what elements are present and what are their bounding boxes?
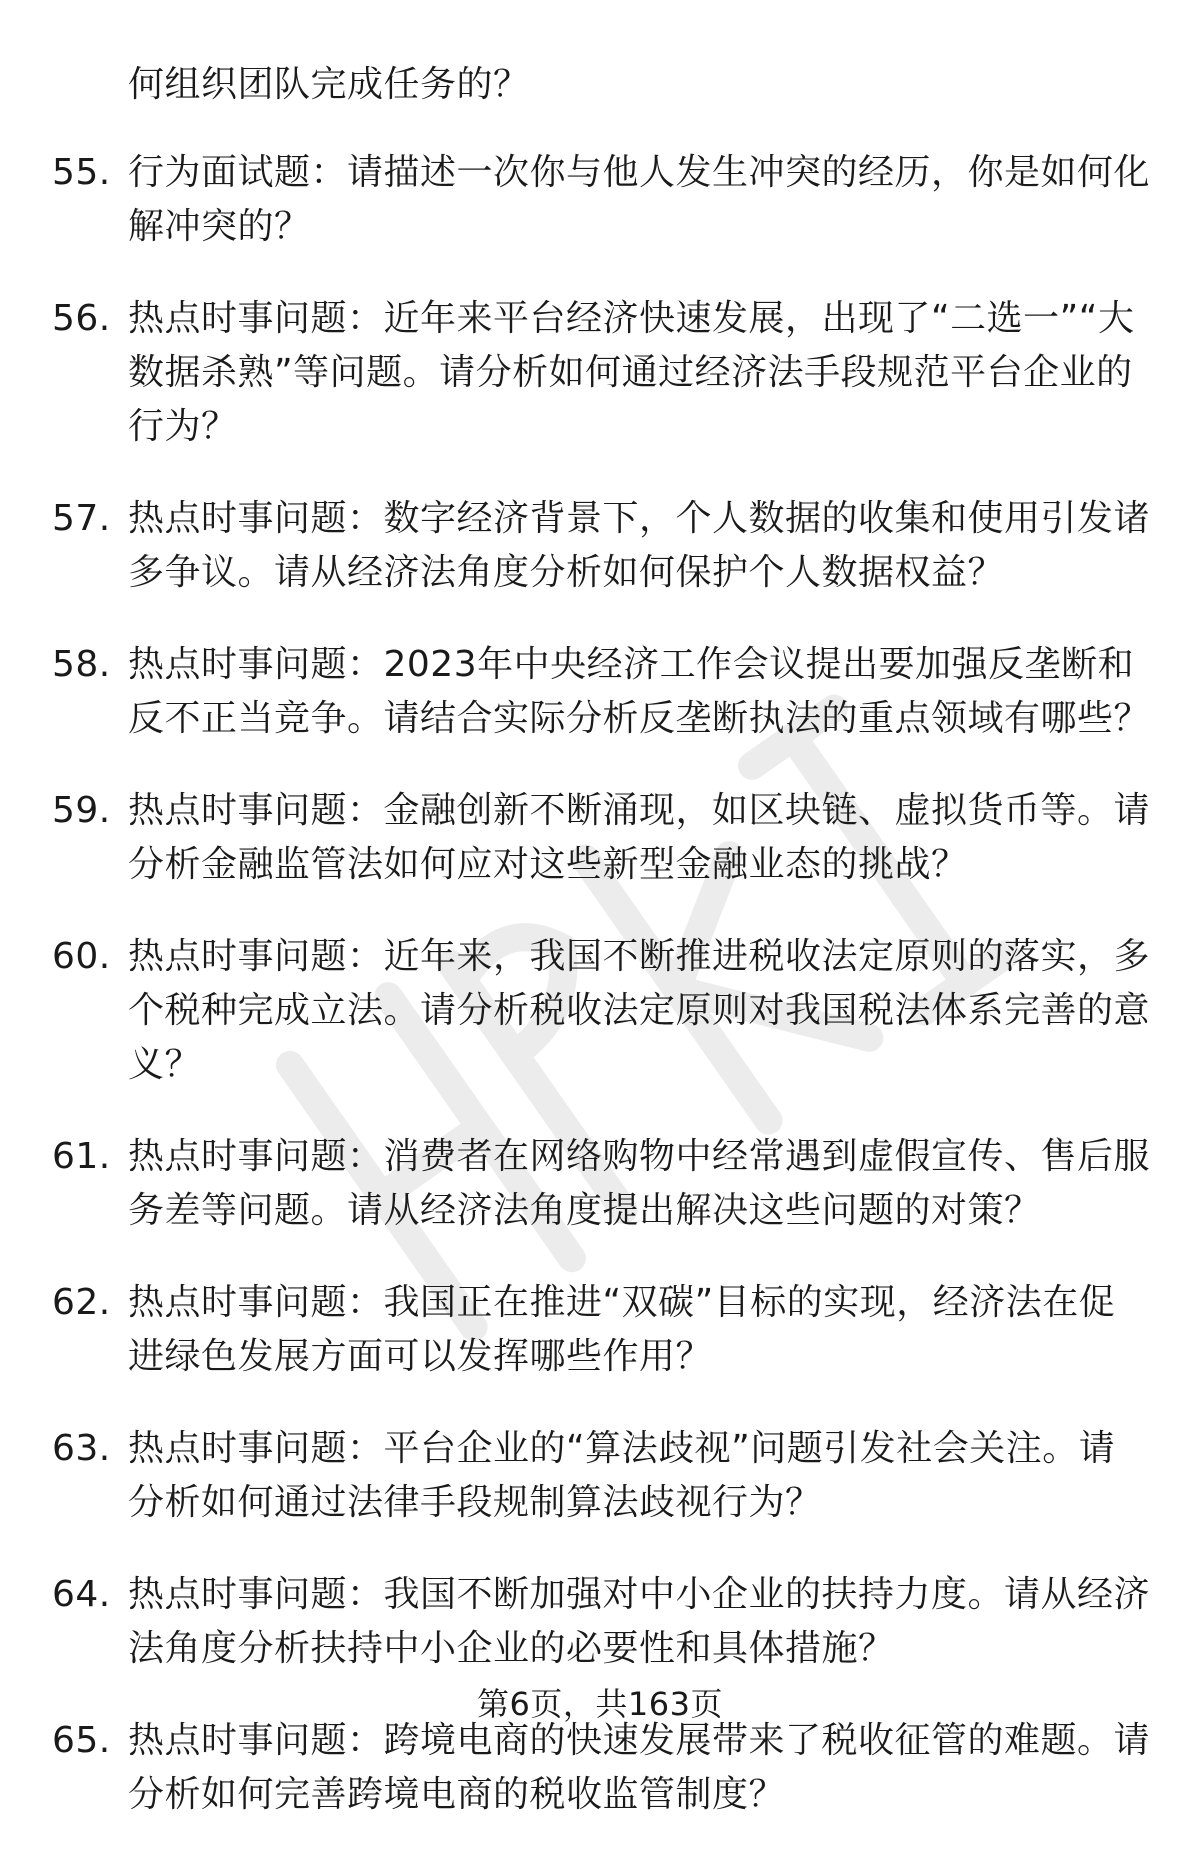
question-list [0,146,1200,1860]
question-text: 热点时事问题：近年来平台经济快速发展，出现了“二选一”“大数据杀熟”等问题。请分析如何通过经济法手段规范平台企业的行为？ [128,298,1135,447]
question-number: 55. [52,152,111,193]
list-item [0,146,1200,254]
list-item [0,784,1200,892]
question-number: 61. [52,1136,111,1177]
question-text: 热点时事问题：平台企业的“算法歧视”问题引发社会关注。请分析如何通过法律手段规制算法歧视行为？ [128,1428,1116,1523]
question-text: 热点时事问题：消费者在网络购物中经常遇到虚假宣传、售后服务差等问题。请从经济法角度提出解决这些问题的对策？ [128,1136,1151,1231]
question-number: 57. [52,498,111,539]
question-number: 58. [52,644,111,685]
question-text: 热点时事问题：2023年中央经济工作会议提出要加强反垄断和反不正当竞争。请结合实际分析反垄断执法的重点领域有哪些？ [128,644,1151,739]
list-item [0,1422,1200,1530]
question-text: 热点时事问题：我国不断加强对中小企业的扶持力度。请从经济法角度分析扶持中小企业的必要性和具体措施？ [128,1574,1151,1669]
question-text: 行为面试题：请描述一次你与他人发生冲突的经历，你是如何化解冲突的？ [128,152,1151,247]
question-number: 65. [52,1720,111,1761]
question-number: 64. [52,1574,111,1615]
continuation-text: 何组织团队完成任务的？ [128,64,530,105]
page-number-footer: 第6页，共163页 [477,1685,723,1723]
question-number: 60. [52,936,111,977]
list-item [0,1568,1200,1676]
question-number: 62. [52,1282,111,1323]
question-text: 热点时事问题：近年来，我国不断推进税收法定原则的落实，多个税种完成立法。请分析税收法定原则对我国税法体系完善的意义？ [128,936,1151,1085]
list-item [0,1276,1200,1384]
list-item [0,492,1200,600]
question-text: 热点时事问题：数字经济背景下，个人数据的收集和使用引发诸多争议。请从经济法角度分析如何保护个人数据权益？ [128,498,1151,593]
question-number: 59. [52,790,111,831]
list-item [0,1714,1200,1822]
question-text: 热点时事问题：跨境电商的快速发展带来了税收征管的难题。请分析如何完善跨境电商的税收监管制度？ [128,1720,1151,1815]
question-number: 56. [52,298,111,339]
question-number: 63. [52,1428,111,1469]
list-item [0,292,1200,454]
list-item [0,638,1200,746]
question-text: 热点时事问题：金融创新不断涌现，如区块链、虚拟货币等。请分析金融监管法如何应对这些新型金融业态的挑战？ [128,790,1151,885]
question-text: 热点时事问题：我国正在推进“双碳”目标的实现，经济法在促进绿色发展方面可以发挥哪些作用？ [128,1282,1116,1377]
list-item [0,930,1200,1092]
list-item [0,1130,1200,1238]
